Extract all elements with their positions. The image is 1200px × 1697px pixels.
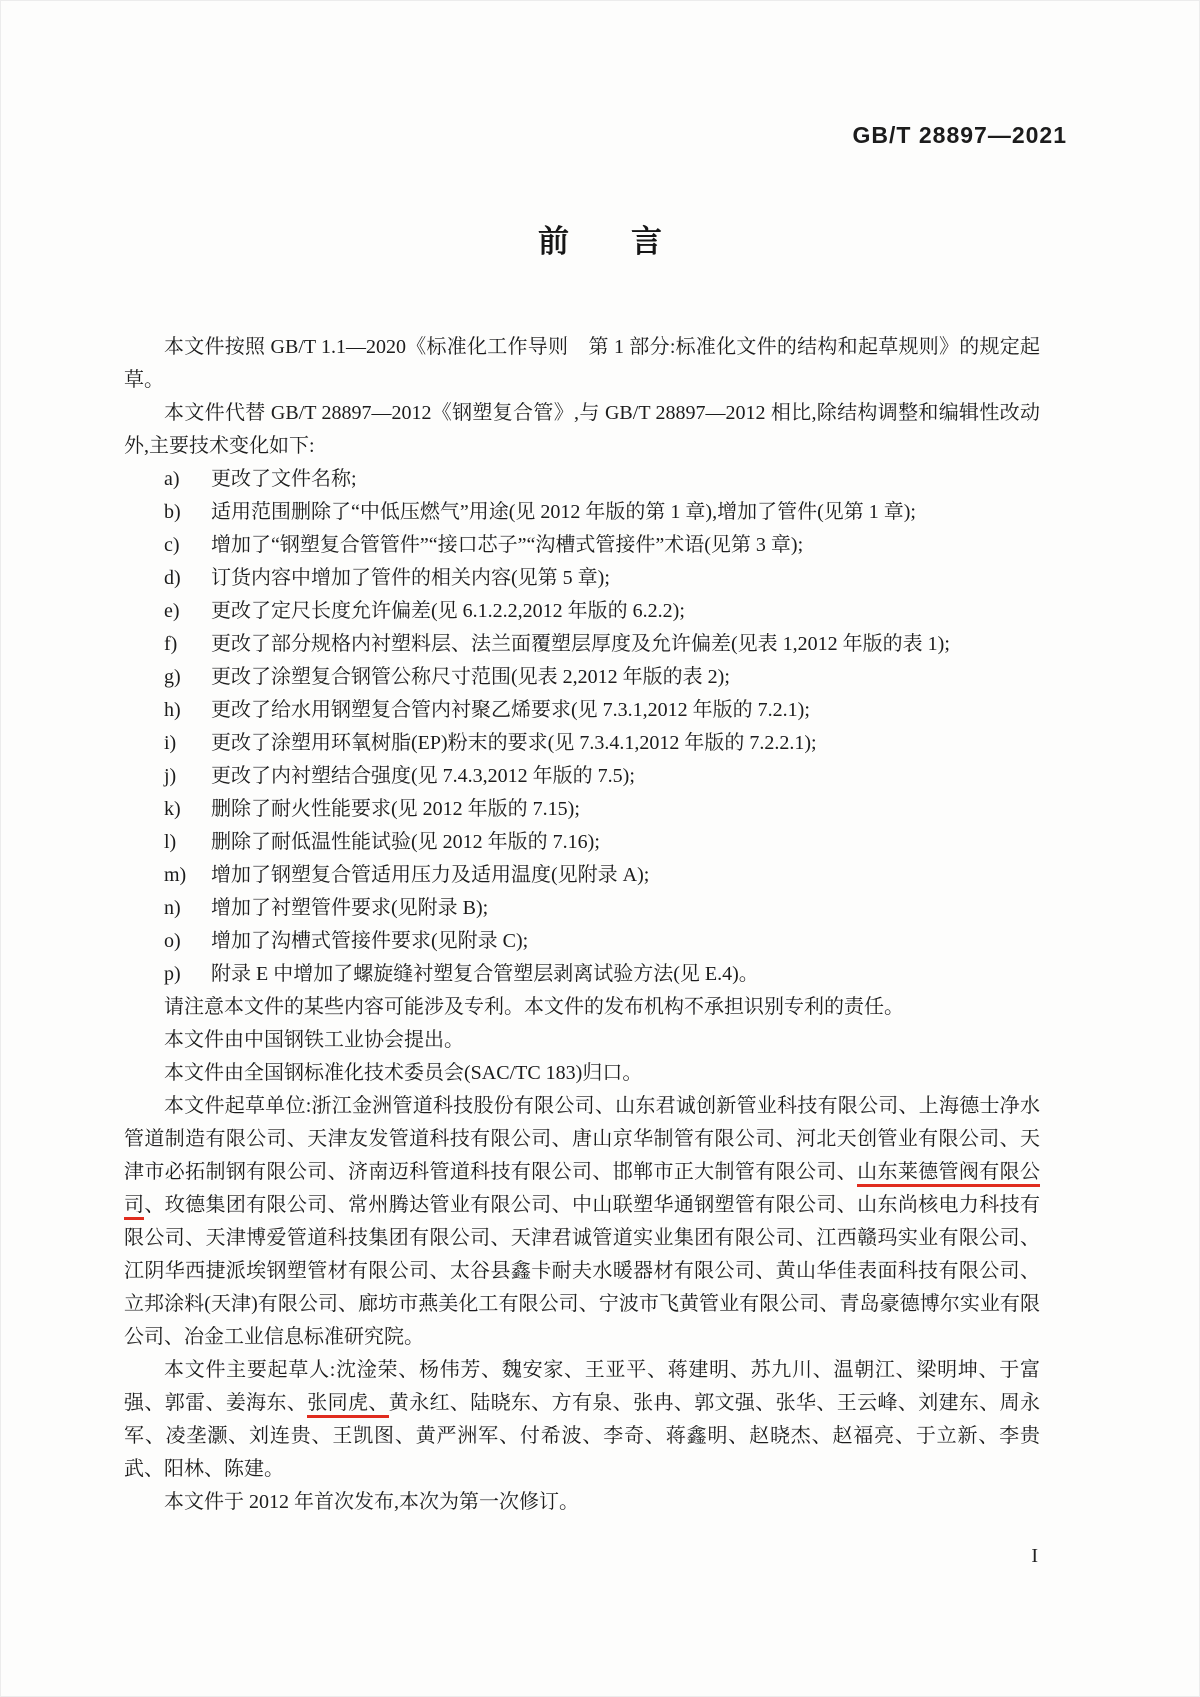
change-item-text: 更改了部分规格内衬塑料层、法兰面覆塑层厚度及允许偏差(见表 1,2012 年版的表 1);: [211, 633, 950, 655]
change-item-label: f): [164, 633, 178, 655]
change-item-label: j): [164, 765, 177, 787]
page-number: I: [1031, 1545, 1038, 1567]
change-item-label: e): [164, 600, 180, 622]
change-item: [124, 925, 1040, 958]
change-item: [124, 496, 1040, 529]
paragraph-drafting-basis: 本文件按照 GB/T 1.1—2020《标准化工作导则 第 1 部分:标准化文件的结构和起草规则》的规定起草。: [124, 336, 1040, 391]
text-segment: 、玫德集团有限公司、常州腾达管业有限公司、中山联塑华通钢塑管有限公司、山东尚核电力科技有限公司、天津博爱管道科技集团有限公司、天津君诚管道实业集团有限公司、江西赣玛实业有限公司、江阴华西捷派埃钢塑管材有限公司、太谷县鑫卡耐夫水暖器材有限公司、黄山华佳表面科技有限公司、立邦涂料(天津)有限公司、廊坊市燕美化工有限公司、宁波市飞黄管业有限公司、青岛豪德博尔实业有限公司、冶金工业信息标准研究院。: [124, 1194, 1041, 1348]
change-item-label: a): [164, 468, 180, 490]
change-item: [124, 760, 1040, 793]
change-item: [124, 562, 1040, 595]
change-item-text: 增加了钢塑复合管适用压力及适用温度(见附录 A);: [211, 864, 650, 886]
change-item: [124, 661, 1040, 694]
change-item-text: 增加了衬塑管件要求(见附录 B);: [211, 897, 489, 919]
change-item-text: 增加了沟槽式管接件要求(见附录 C);: [211, 930, 529, 952]
change-item: [124, 859, 1040, 892]
change-item-label: l): [164, 831, 177, 853]
change-item-text: 更改了文件名称;: [211, 468, 357, 490]
change-item: [124, 529, 1040, 562]
paragraph-revision-history: 本文件于 2012 年首次发布,本次为第一次修订。: [164, 1491, 579, 1513]
change-item-label: d): [164, 567, 181, 589]
change-item-label: i): [164, 732, 177, 754]
change-item-label: p): [164, 963, 181, 985]
foreword-content: [124, 331, 1040, 1519]
change-item: [124, 463, 1040, 496]
paragraph-main-drafters: [124, 1354, 1040, 1486]
change-item-label: n): [164, 897, 181, 919]
change-item-label: c): [164, 534, 180, 556]
text-segment: 黄永红、陆晓东、方有泉、张冉、郭文强、张华、王云峰、刘建东、周永军、凌垄灏、刘连贵、王凯图、黄严洲军、付希波、李奇、蒋鑫明、赵晓杰、赵福亮、于立新、李贵武、阳林、陈建。: [124, 1392, 1041, 1480]
change-item-text: 适用范围删除了“中低压燃气”用途(见 2012 年版的第 1 章),增加了管件(见第 1 章);: [211, 501, 916, 523]
text-segment: 本文件主要起草人:沈淦荣、杨伟芳、魏安家、王亚平、蒋建明、苏九川、温朝江、梁明坤、于富强、郭雷、姜海东、: [124, 1359, 1040, 1414]
change-item-text: 更改了定尺长度允许偏差(见 6.1.2.2,2012 年版的 6.2.2);: [211, 600, 685, 622]
change-item-text: 附录 E 中增加了螺旋缝衬塑复合管塑层剥离试验方法(见 E.4)。: [211, 963, 759, 985]
change-item-text: 订货内容中增加了管件的相关内容(见第 5 章);: [211, 567, 610, 589]
standard-code: GB/T 28897—2021: [852, 122, 1067, 148]
change-item: [124, 628, 1040, 661]
change-item-text: 增加了“钢塑复合管管件”“接口芯子”“沟槽式管接件”术语(见第 3 章);: [211, 534, 804, 556]
change-item-text: 更改了涂塑复合钢管公称尺寸范围(见表 2,2012 年版的表 2);: [211, 666, 730, 688]
change-item: [124, 727, 1040, 760]
change-item-text: 更改了给水用钢塑复合管内衬聚乙烯要求(见 7.3.1,2012 年版的 7.2.1);: [211, 699, 810, 721]
change-item: [124, 595, 1040, 628]
change-item-label: h): [164, 699, 181, 721]
change-item-label: m): [164, 864, 187, 886]
red-underline-annotation: 张同虎、: [307, 1392, 388, 1418]
change-item-label: o): [164, 930, 181, 952]
change-item: [124, 793, 1040, 826]
change-item-label: b): [164, 501, 181, 523]
change-item-text: 更改了涂塑用环氧树脂(EP)粉末的要求(见 7.3.4.1,2012 年版的 7.2.2.1);: [211, 732, 817, 754]
change-item: [124, 958, 1040, 991]
change-item: [124, 826, 1040, 859]
change-item-text: 删除了耐低温性能试验(见 2012 年版的 7.16);: [211, 831, 600, 853]
technical-changes-list: [124, 463, 1040, 991]
paragraph-patent-notice: 请注意本文件的某些内容可能涉及专利。本文件的发布机构不承担识别专利的责任。: [164, 996, 904, 1018]
change-item-text: 删除了耐火性能要求(见 2012 年版的 7.15);: [211, 798, 580, 820]
paragraph-centralized-by: 本文件由全国钢标准化技术委员会(SAC/TC 183)归口。: [164, 1062, 643, 1084]
red-underline-annotation: 山东莱德管阀有限公司: [124, 1161, 1040, 1220]
paragraph-replacement-note: 本文件代替 GB/T 28897—2012《钢塑复合管》,与 GB/T 28897—2012 相比,除结构调整和编辑性改动外,主要技术变化如下:: [124, 402, 1040, 457]
page-title: 前 言: [538, 224, 662, 259]
change-item: [124, 694, 1040, 727]
paragraph-drafting-units: [124, 1090, 1040, 1354]
paragraph-proposed-by: 本文件由中国钢铁工业协会提出。: [164, 1029, 464, 1051]
change-item-label: g): [164, 666, 181, 688]
change-item-text: 更改了内衬塑结合强度(见 7.4.3,2012 年版的 7.5);: [211, 765, 635, 787]
text-segment: 本文件起草单位:浙江金洲管道科技股份有限公司、山东君诚创新管业科技有限公司、上海德士净水管道制造有限公司、天津友发管道科技有限公司、唐山京华制管有限公司、河北天创管业有限公司、天津市必拓制钢有限公司、济南迈科管道科技有限公司、邯郸市正大制管有限公司、: [124, 1095, 1040, 1183]
change-item: [124, 892, 1040, 925]
change-item-label: k): [164, 798, 181, 820]
